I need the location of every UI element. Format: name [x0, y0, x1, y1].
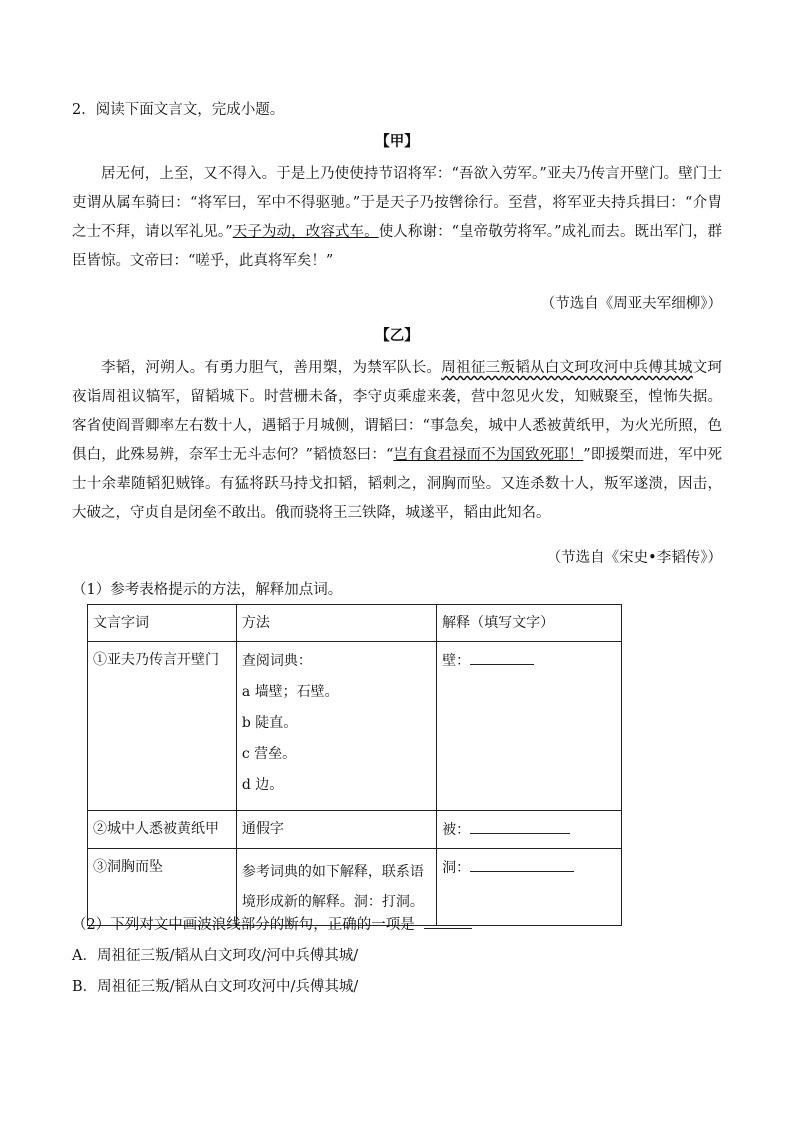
- header-method: 方法: [236, 605, 436, 642]
- sub2-prompt: [72, 914, 472, 935]
- answer-label: 洞：: [442, 860, 471, 876]
- table-header-row: [88, 605, 622, 642]
- jia-label: 【甲】: [375, 133, 419, 150]
- yi-text-3: ”即援槊而进，军中死士十余辈随韬犯贼锋。有猛将跃马持戈扣韬，韬刺之，洞胸而坠。又连杀数十人，叛军遂溃，因击，大破之，守贞自是闭垒不敢出。俄而骁将王三铁降，城遂平，韬由此知名。: [72, 447, 722, 521]
- yi-underlined-sentence: 岂有食君禄而不为国致死耶！: [393, 447, 584, 463]
- row1-answer: [437, 642, 622, 811]
- vocab-table: [87, 604, 622, 926]
- sub1-prompt: （1）参考表格提示的方法，解释加点词。: [72, 582, 343, 598]
- answer-blank[interactable]: [470, 650, 534, 665]
- jia-source: （节选自《周亚夫军细柳》）: [540, 296, 722, 312]
- yi-passage: [72, 354, 722, 528]
- method-line: 查阅词典：: [241, 653, 312, 669]
- row1-word: ①亚夫乃传言开壁门: [88, 642, 237, 811]
- method-line: d 边。: [241, 777, 284, 793]
- row3-word: ③洞胸而坠: [88, 849, 237, 926]
- row2-answer: [437, 811, 622, 849]
- jia-text-2: 使人称谢：“皇帝敬劳将军。”成礼而去。既出军门，群臣皆惊。文帝曰：“嗟乎，此真将军矣！”: [72, 224, 722, 269]
- method-line: c 营垒。: [241, 746, 297, 762]
- question-heading: 2．阅读下面文言文，完成小题。: [72, 102, 285, 118]
- sub2-prompt-text: （2）下列对文中画波浪线部分的断句，正确的一项是: [72, 917, 415, 933]
- answer-blank[interactable]: [470, 819, 570, 834]
- method-line: b 陡直。: [241, 715, 298, 731]
- row2-word: ②城中人悉被黄纸甲: [88, 811, 237, 849]
- option-a[interactable]: A．周祖征三叛/韬从白文珂攻/河中兵傅其城/: [72, 948, 359, 964]
- header-word: 文言字词: [88, 605, 237, 642]
- answer-blank[interactable]: [470, 857, 574, 872]
- row3-method: 参考词典的如下解释，联系语境形成新的解释。洞：打洞。: [236, 849, 436, 926]
- jia-underlined-sentence: 天子为动，改容式车。: [232, 224, 379, 240]
- row2-method: 通假字: [236, 811, 436, 849]
- yi-label: 【乙】: [375, 327, 419, 344]
- yi-wavy-sentence: 周祖征三叛韬从白文珂攻河中兵傅其城: [441, 360, 693, 376]
- sub2-options: [72, 941, 358, 1003]
- yi-text-2: 文珂夜诣周祖议犒军，留韬城下。时营栅未备，李守贞乘虚来袭，营中忽见火发，知贼聚至，惶怖失据。客省使阎晋卿率左右数十人，遇韬于月城侧，谓韬曰：“事急矣，城中人悉被黄纸甲，为火光所照，色俱白，此殊易辨，奈军士无斗志何？”韬愤怒曰：“: [72, 360, 723, 463]
- sub2-answer-blank[interactable]: [424, 914, 472, 929]
- header-answer: 解释（填写文字）: [437, 605, 622, 642]
- method-line: a 墙壁；石壁。: [241, 684, 339, 700]
- jia-passage: [72, 160, 722, 276]
- jia-text-1: 居无何，上至，又不得入。于是上乃使使持节诏将军：“吾欲入劳军。”亚夫乃传言开壁门。壁门士吏谓从属车骑曰：“将军曰，军中不得驱驰。”于是天子乃按辔徐行。至营，将军亚夫持兵揖曰：“介胄之士不拜，请以军礼见。”: [72, 166, 722, 240]
- table-row: [88, 811, 622, 849]
- yi-source: （节选自《宋史•李韬传》）: [546, 550, 722, 566]
- table-row: [88, 642, 622, 811]
- row1-method: [236, 642, 436, 811]
- yi-text-1: 李韬，河朔人。有勇力胆气，善用槊，为禁军队长。: [101, 360, 442, 376]
- answer-label: 壁：: [442, 653, 471, 669]
- answer-label: 被：: [442, 822, 471, 838]
- option-b[interactable]: B．周祖征三叛/韬从白文珂攻河中/兵傅其城/: [72, 979, 359, 995]
